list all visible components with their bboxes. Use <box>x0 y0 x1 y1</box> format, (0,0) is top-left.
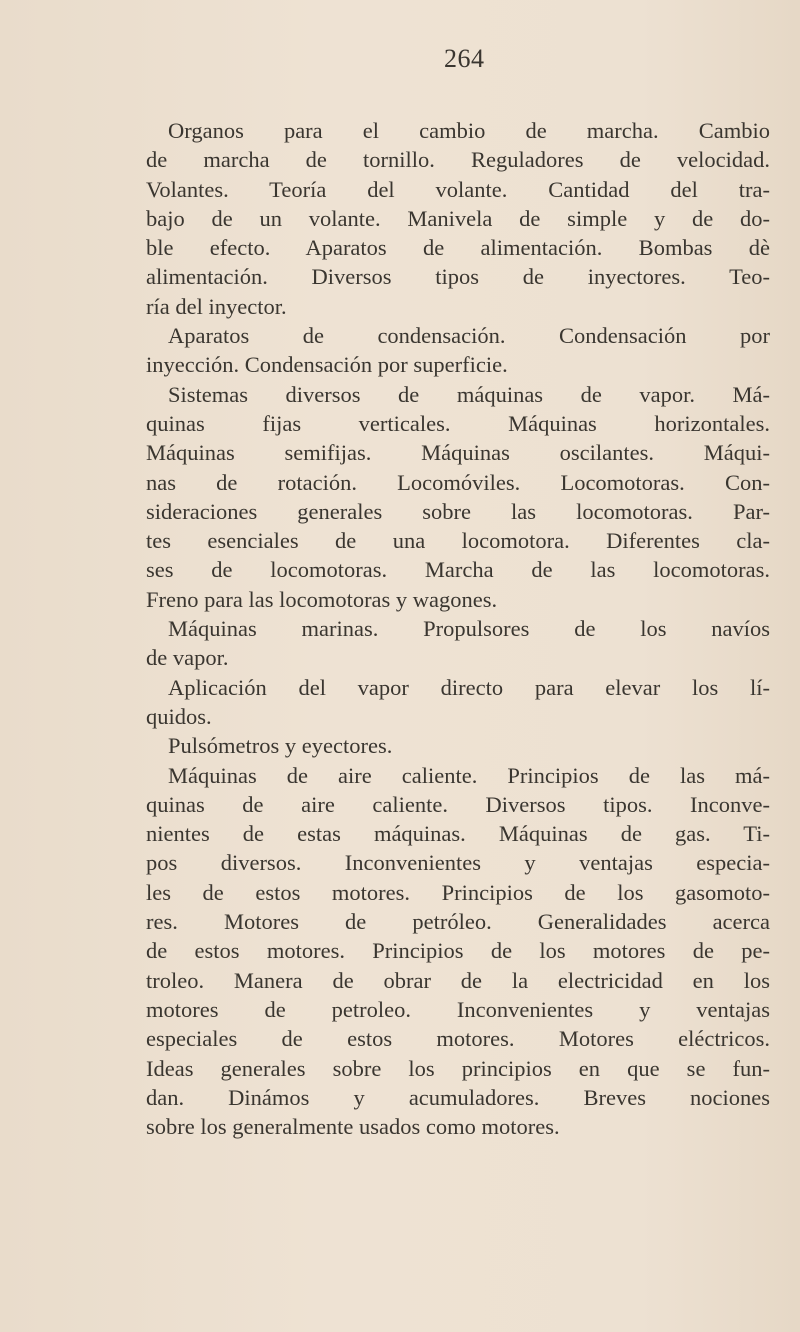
page-number: 264 <box>444 44 485 73</box>
text-line: Ideas generales sobre los principios en que se fun- <box>146 1055 770 1081</box>
text-line: ría del inyector. <box>146 293 287 319</box>
text-line: nientes de estas máquinas. Máquinas de gas. Ti- <box>146 821 770 847</box>
text-line: Aplicación del vapor directo para elevar los lí- <box>168 674 770 700</box>
text-line: de marcha de tornillo. Reguladores de velocidad. <box>146 147 770 173</box>
text-line: de estos motores. Principios de los motores de pe- <box>146 938 770 964</box>
text-line: troleo. Manera de obrar de la electricidad en los <box>146 967 770 993</box>
body-text <box>146 116 770 1141</box>
text-line: especiales de estos motores. Motores eléctricos. <box>146 1026 770 1052</box>
text-line: quinas de aire caliente. Diversos tipos. Inconve- <box>146 791 770 817</box>
text-line: ses de locomotoras. Marcha de las locomotoras. <box>146 557 770 583</box>
text-line: quinas fijas verticales. Máquinas horizontales. <box>146 410 770 436</box>
text-line: Freno para las locomotoras y wagones. <box>146 586 498 612</box>
text-line: res. Motores de petróleo. Generalidades acerca <box>146 909 770 935</box>
text-line: Máquinas de aire caliente. Principios de las má- <box>168 762 770 788</box>
text-line: Organos para el cambio de marcha. Cambio <box>168 118 770 143</box>
text-line: dan. Dinámos y acumuladores. Breves nociones <box>146 1084 770 1110</box>
text-line: Aparatos de condensación. Condensación por <box>168 323 770 349</box>
text-line: sobre los generalmente usados como motores. <box>146 1114 560 1140</box>
text-line: quidos. <box>146 703 212 729</box>
text-line: Sistemas diversos de máquinas de vapor. Má- <box>168 381 770 407</box>
text-line: inyección. Condensación por superficie. <box>146 352 508 378</box>
text-line: Máquinas semifijas. Máquinas oscilantes. Máqui- <box>146 440 770 466</box>
text-line: de vapor. <box>146 645 229 671</box>
text-line: les de estos motores. Principios de los gasomoto- <box>146 879 770 905</box>
text-line: nas de rotación. Locomóviles. Locomotoras. Con- <box>146 469 770 495</box>
text-line: Volantes. Teoría del volante. Cantidad del tra- <box>146 176 770 202</box>
text-line: motores de petroleo. Inconvenientes y ventajas <box>146 996 770 1022</box>
text-line: bajo de un volante. Manivela de simple y de do- <box>146 205 770 231</box>
text-line: tes esenciales de una locomotora. Diferentes cla- <box>146 528 770 554</box>
text-line: Pulsómetros y eyectores. <box>168 733 393 759</box>
text-line: sideraciones generales sobre las locomotoras. Par- <box>146 498 770 524</box>
text-line: pos diversos. Inconvenientes y ventajas especia- <box>146 850 770 876</box>
text-line: ble efecto. Aparatos de alimentación. Bombas dè <box>146 235 770 261</box>
text-line: Máquinas marinas. Propulsores de los navíos <box>168 616 770 642</box>
text-line: alimentación. Diversos tipos de inyectores. Teo- <box>146 264 770 290</box>
